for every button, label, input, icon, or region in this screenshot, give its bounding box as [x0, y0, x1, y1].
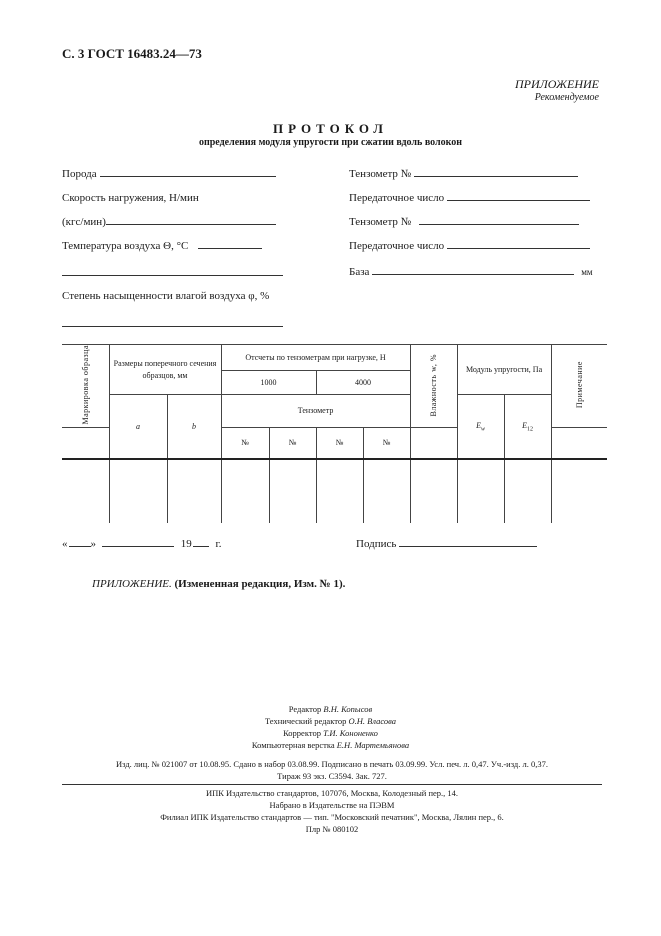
note-sub: [551, 427, 607, 459]
field-temperature-line: [198, 240, 262, 249]
field-speed-label: Скорость нагружения, Н/мин: [62, 192, 199, 204]
e-w-letter: E: [476, 420, 481, 430]
field-tensometer-1: [349, 168, 578, 180]
change-note: [92, 578, 345, 590]
imprint-line-1: Изд. лиц. № 021007 от 10.08.95. Сдано в набор 03.08.99. Подписано в печать 03.09.99. Усл. печ. л. 0,47. Уч.-изд. л. 0,37.: [116, 759, 548, 769]
table-row: [62, 459, 607, 523]
table-cell: [457, 459, 504, 523]
col-note-header: [551, 345, 607, 428]
col-modulus-header: Модуль упругости, Па: [457, 345, 551, 395]
divider: [62, 784, 602, 785]
date-day-line: [69, 538, 91, 547]
field-base-label: База: [349, 266, 370, 278]
table-cell: [109, 459, 167, 523]
date-year-suffix: г.: [215, 538, 222, 550]
col-moisture-label: Влажность w, %: [429, 353, 439, 417]
date-quote-close: »: [90, 538, 96, 550]
field-temperature-label: Температура воздуха Θ, °С: [62, 240, 189, 252]
col-e-12: [504, 395, 551, 460]
table-cell: [316, 459, 363, 523]
col-e-w: [457, 395, 504, 460]
editor-line: [0, 704, 661, 714]
e-12-sub: 12: [526, 426, 533, 433]
col-marking-label: Маркировка образца: [80, 345, 90, 425]
field-tensometer-1-label: Тензометр №: [349, 168, 412, 180]
editor-role: Корректор: [283, 728, 321, 738]
moisture-sub: [410, 427, 457, 459]
table-cell: [221, 459, 269, 523]
field-ratio-2: [349, 240, 590, 252]
protocol-table: [62, 344, 607, 523]
field-ratio-1-line: [447, 192, 590, 201]
col-note-label: Примечание: [574, 361, 584, 409]
field-breed-label: Порода: [62, 168, 97, 180]
col-sizes-header: Размеры поперечного сечения образцов, мм: [109, 345, 221, 395]
table-cell: [167, 459, 221, 523]
tensometer-num-1: №: [221, 427, 269, 459]
date-month-line: [102, 538, 174, 547]
editor-line: [0, 716, 661, 726]
editor-role: Технический редактор: [264, 716, 347, 726]
field-ratio-1: [349, 192, 590, 204]
col-marking-header: [62, 345, 109, 428]
field-tensometer-2-line: [419, 216, 579, 225]
table-cell: [62, 459, 109, 523]
appendix-subtitle: Рекомендуемое: [534, 92, 599, 103]
col-moisture-header: [410, 345, 457, 428]
publisher-line-4: Плр № 080102: [305, 824, 359, 834]
date-year: 19: [180, 538, 192, 550]
editor-role: Компьютерная верстка: [251, 740, 335, 750]
publisher-line-2: Набрано в Издательстве на ПЭВМ: [269, 800, 395, 810]
protocol-title: ПРОТОКОЛ: [273, 121, 388, 136]
field-extra-line: [62, 275, 283, 276]
editor-role: Редактор: [288, 704, 322, 714]
field-speed-line: [106, 216, 276, 225]
field-base: [349, 266, 593, 278]
field-humidity-line: [62, 326, 283, 327]
table-cell: [363, 459, 410, 523]
change-note-italic: ПРИЛОЖЕНИЕ.: [92, 578, 172, 590]
field-ratio-1-label: Передаточное число: [349, 192, 445, 204]
table-cell: [269, 459, 316, 523]
col-readings-header: Отсчеты по тензометрам при нагрузке, Н: [221, 345, 410, 371]
date-line: [62, 538, 222, 550]
field-tensometer-2: [349, 216, 579, 228]
field-ratio-2-line: [447, 240, 590, 249]
tensometer-num-2: №: [269, 427, 316, 459]
field-ratio-2-label: Передаточное число: [349, 240, 445, 252]
tensometer-num-3: №: [316, 427, 363, 459]
editor-line: [0, 728, 661, 738]
protocol-subtitle: определения модуля упругости при сжатии вдоль волокон: [198, 137, 463, 148]
imprint-line-2: Тираж 93 экз. С3594. Зак. 727.: [277, 771, 387, 781]
field-humidity-label: Степень насыщенности влагой воздуха φ, %: [62, 290, 270, 302]
change-note-bold: (Измененная редакция, Изм. № 1).: [174, 578, 346, 590]
col-a: a: [109, 395, 167, 460]
field-base-unit: мм: [581, 267, 593, 277]
field-breed: [62, 168, 276, 180]
field-breed-line: [100, 168, 276, 177]
signature-line: [356, 538, 537, 550]
field-tensometer-1-line: [414, 168, 578, 177]
table-cell: [504, 459, 551, 523]
editor-line: [0, 740, 661, 750]
publisher-line-1: ИПК Издательство стандартов, 107076, Москва, Колодезный пер., 14.: [205, 788, 459, 798]
load-4000: 4000: [316, 371, 410, 395]
date-quote-open: «: [62, 538, 68, 550]
document-header: С. 3 ГОСТ 16483.24—73: [62, 46, 202, 61]
publisher-line-3: Филиал ИПК Издательство стандартов — тип. "Московский печатник", Москва, Лялин пер., 6.: [160, 812, 504, 822]
signature-label: Подпись: [356, 538, 397, 550]
editor-name: В.Н. Копысов: [323, 704, 373, 714]
field-speed-unit-label: (кгс/мин): [62, 216, 106, 228]
field-temperature: [62, 240, 262, 252]
tensometer-header: Тензометр: [221, 395, 410, 428]
field-tensometer-2-label: Тензометр №: [349, 216, 412, 228]
date-year-line: [193, 538, 209, 547]
table-cell: [410, 459, 457, 523]
field-base-line: [372, 266, 574, 275]
signature-underline: [399, 538, 537, 547]
appendix-title: ПРИЛОЖЕНИЕ: [515, 77, 599, 91]
marking-sub: [62, 427, 109, 459]
e-12-letter: E: [522, 420, 527, 430]
table-cell: [551, 459, 607, 523]
editor-name: Е.Н. Мартемьянова: [336, 740, 410, 750]
field-speed-unit: [62, 216, 276, 228]
editor-name: О.Н. Власова: [348, 716, 397, 726]
load-1000: 1000: [221, 371, 316, 395]
e-w-sub: w: [480, 426, 485, 433]
tensometer-num-4: №: [363, 427, 410, 459]
editor-name: Т.И. Кононенко: [323, 728, 378, 738]
col-b: b: [167, 395, 221, 460]
